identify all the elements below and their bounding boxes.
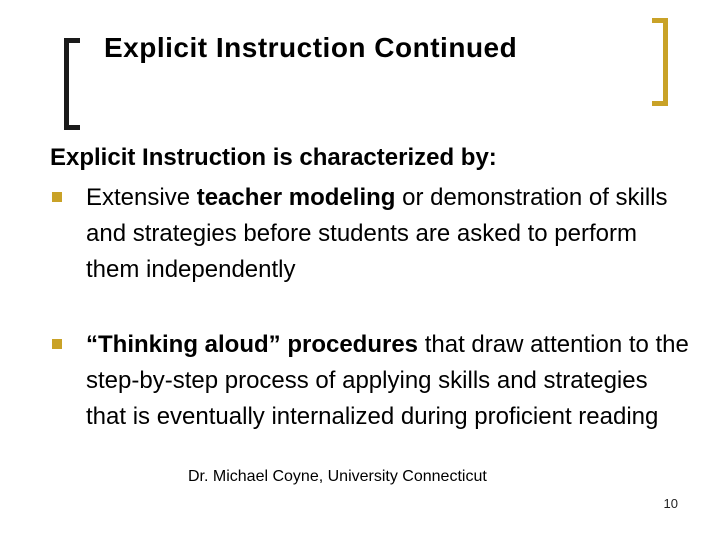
left-bracket-decoration bbox=[64, 38, 69, 130]
slide-title: Explicit Instruction Continued bbox=[104, 32, 518, 63]
left-bracket-top-decoration bbox=[64, 38, 80, 43]
page-number: 10 bbox=[663, 496, 678, 511]
section-heading: Explicit Instruction is characterized by: bbox=[50, 144, 497, 171]
bullet-text bbox=[86, 180, 690, 288]
right-bracket-top-decoration bbox=[652, 18, 668, 23]
bullet-text-post: that draw attention to the step-by-step process of applying skills and strategies that is eventually internalized during proficient reading bbox=[86, 331, 689, 430]
square-bullet-icon bbox=[52, 192, 62, 202]
bullet-text-pre: Extensive bbox=[86, 184, 197, 211]
right-bracket-decoration bbox=[663, 18, 668, 106]
square-bullet-icon bbox=[52, 339, 62, 349]
bullet-item bbox=[50, 327, 690, 435]
left-bracket-bottom-decoration bbox=[64, 125, 80, 130]
bullet-text bbox=[86, 327, 690, 435]
bullet-text-bold: teacher modeling bbox=[196, 184, 396, 211]
right-bracket-bottom-decoration bbox=[652, 101, 668, 106]
bullet-text-post: or demonstration of skills and strategies before students are asked to perform them independently bbox=[86, 184, 668, 283]
bullet-item bbox=[50, 180, 690, 288]
source-credit: Dr. Michael Coyne, University Connecticut bbox=[188, 468, 487, 485]
bullet-text-bold: “Thinking aloud” procedures bbox=[86, 331, 419, 358]
